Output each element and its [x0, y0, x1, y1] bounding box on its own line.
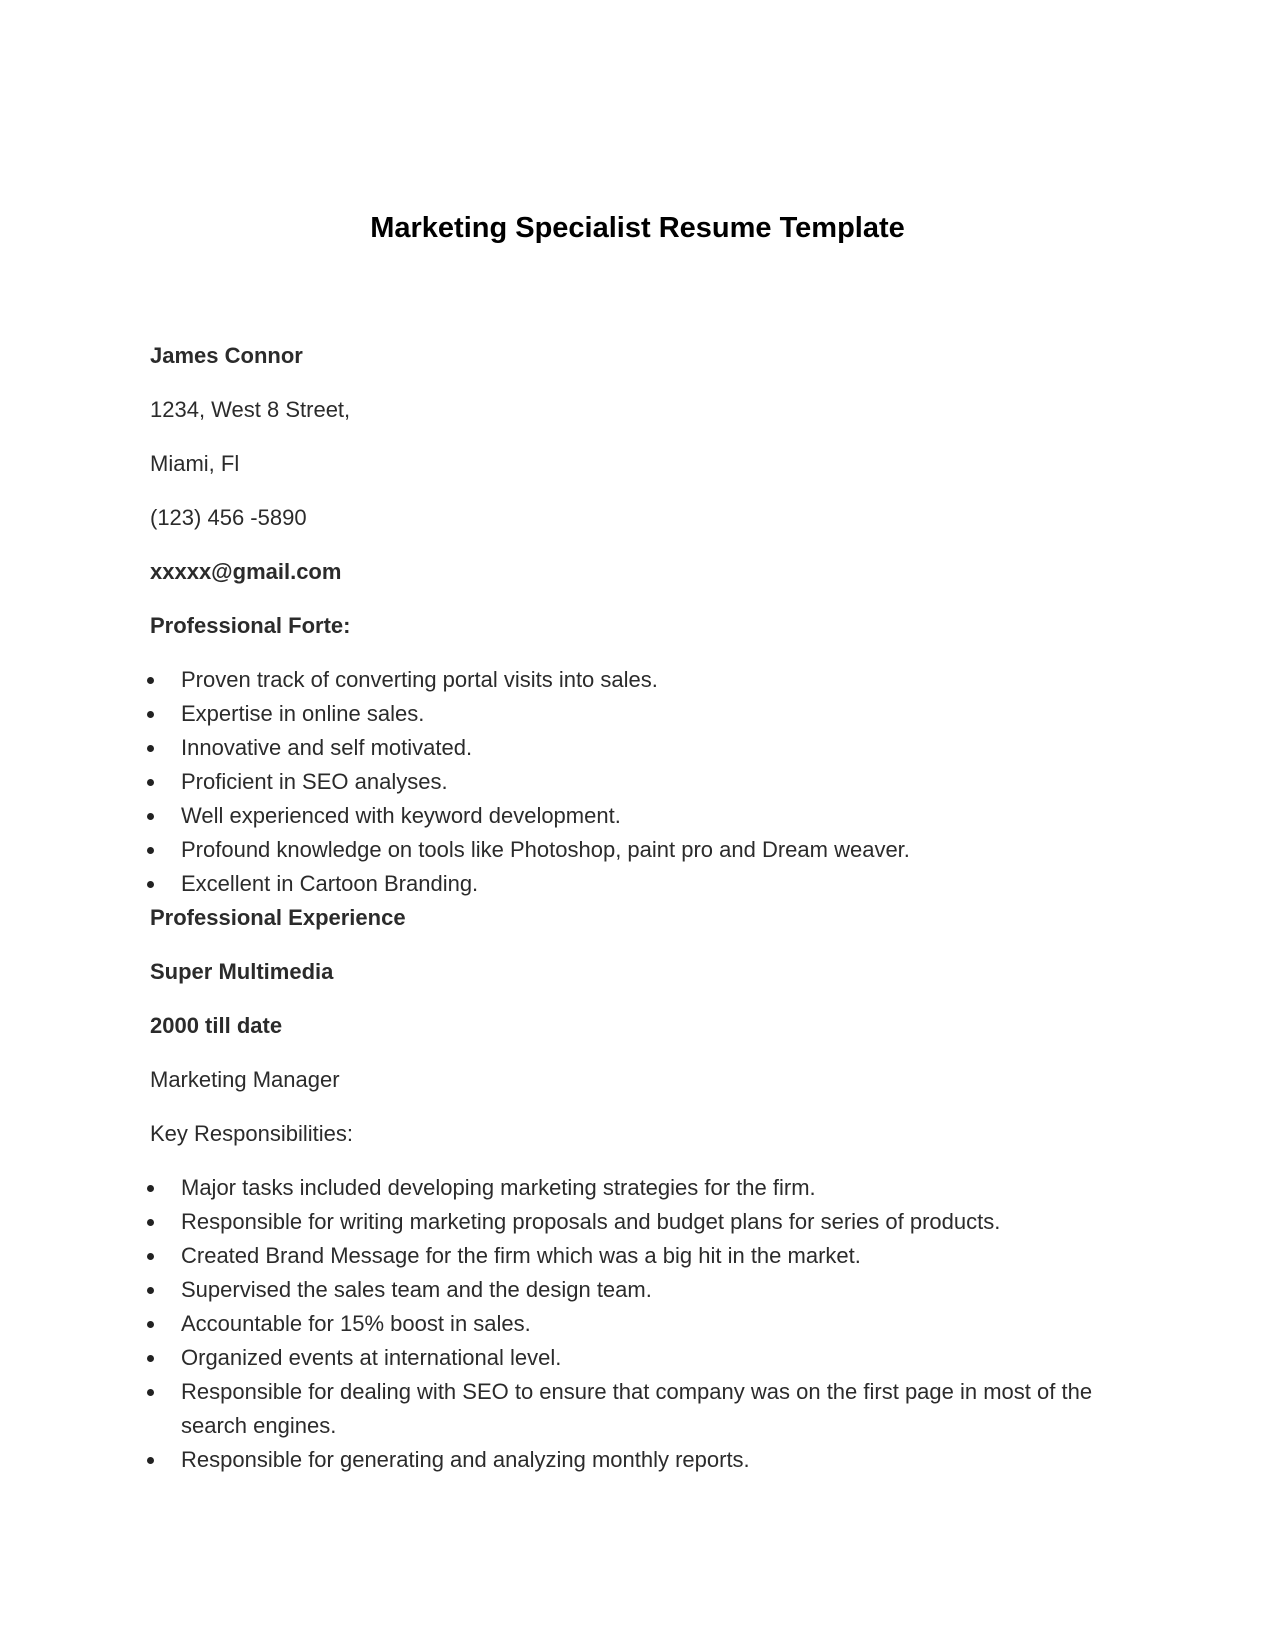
responsibility-item: Organized events at international level.	[150, 1341, 1150, 1375]
employment-period: 2000 till date	[150, 1013, 283, 1038]
address-line-2: Miami, Fl	[150, 451, 240, 476]
forte-item: Well experienced with keyword development.	[150, 799, 1150, 833]
responsibility-item: Responsible for writing marketing proposals and budget plans for series of products.	[150, 1205, 1150, 1239]
email-address: xxxxx@gmail.com	[150, 559, 342, 584]
forte-item: Proficient in SEO analyses.	[150, 765, 1150, 799]
forte-item: Innovative and self motivated.	[150, 731, 1150, 765]
responsibility-item: Responsible for generating and analyzing monthly reports.	[150, 1443, 1150, 1477]
candidate-name: James Connor	[150, 343, 303, 368]
responsibility-item: Supervised the sales team and the design team.	[150, 1273, 1150, 1307]
forte-heading: Professional Forte:	[150, 613, 351, 638]
document-title: Marketing Specialist Resume Template	[370, 212, 905, 244]
phone-number: (123) 456 -5890	[150, 505, 307, 530]
forte-list	[150, 663, 1150, 901]
forte-item: Profound knowledge on tools like Photoshop, paint pro and Dream weaver.	[150, 833, 1150, 867]
experience-heading: Professional Experience	[150, 905, 406, 930]
responsibilities-list	[150, 1171, 1150, 1477]
responsibility-item: Accountable for 15% boost in sales.	[150, 1307, 1150, 1341]
forte-item: Expertise in online sales.	[150, 697, 1150, 731]
address-line-1: 1234, West 8 Street,	[150, 397, 351, 422]
resume-body	[150, 339, 1150, 1477]
company-name: Super Multimedia	[150, 959, 334, 984]
responsibility-item: Responsible for dealing with SEO to ensure that company was on the first page in most of the search engines.	[150, 1375, 1150, 1443]
responsibilities-label: Key Responsibilities:	[150, 1121, 353, 1146]
job-role: Marketing Manager	[150, 1067, 340, 1092]
responsibility-item: Created Brand Message for the firm which was a big hit in the market.	[150, 1239, 1150, 1273]
forte-item: Excellent in Cartoon Branding.	[150, 867, 1150, 901]
responsibility-item: Major tasks included developing marketing strategies for the firm.	[150, 1171, 1150, 1205]
forte-item: Proven track of converting portal visits into sales.	[150, 663, 1150, 697]
